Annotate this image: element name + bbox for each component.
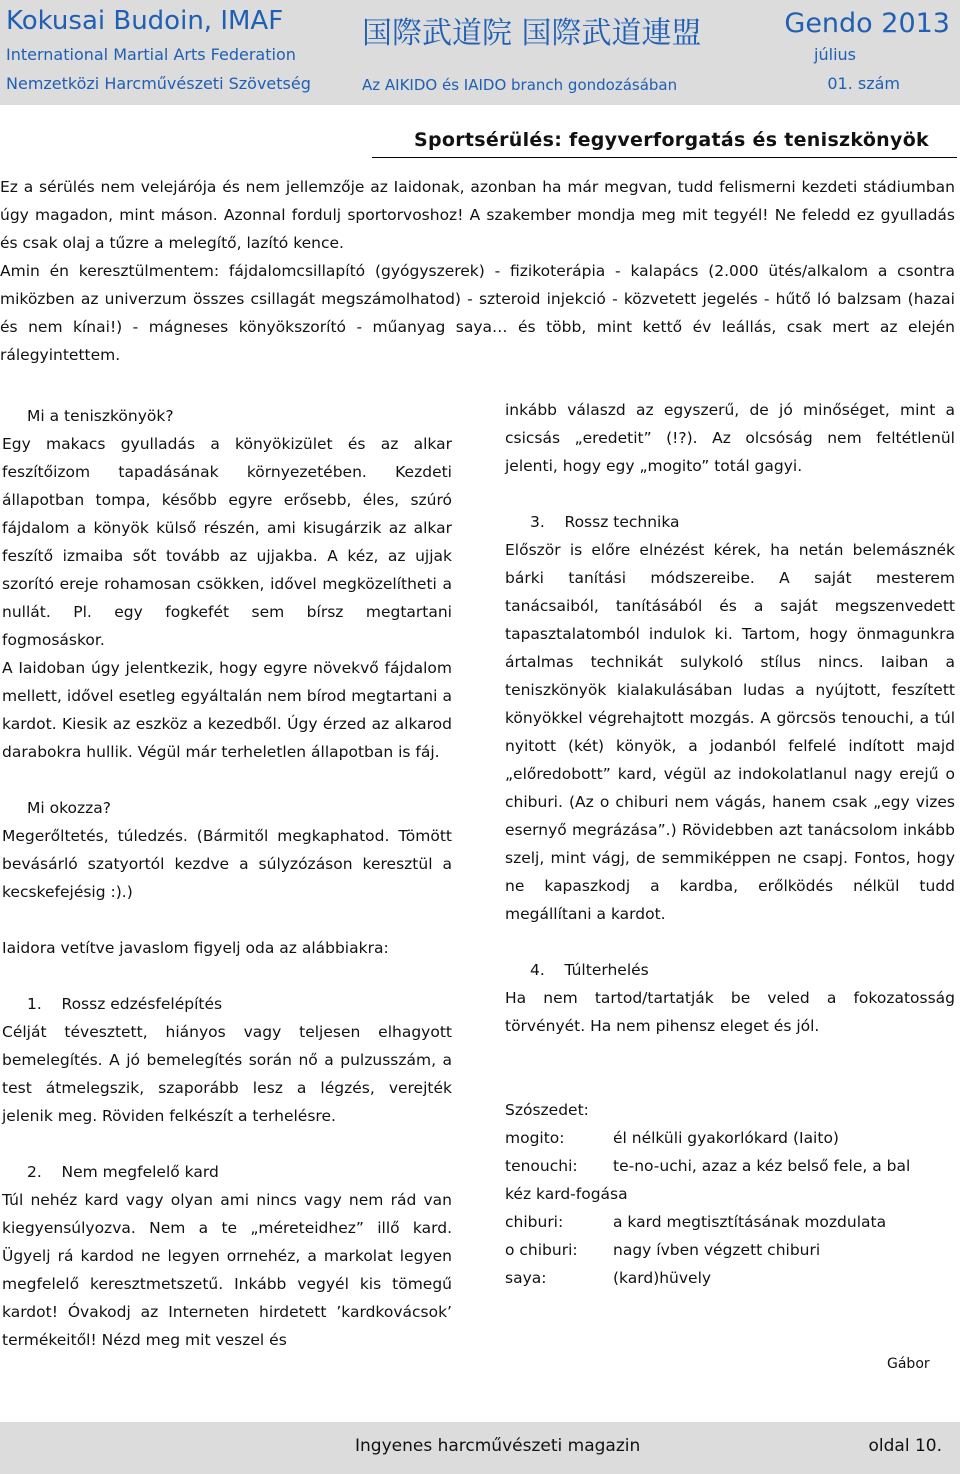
left-column	[2, 402, 452, 1354]
glossary-term: tenouchi:	[505, 1157, 578, 1175]
paragraph: Iaidora vetítve javaslom figyelj oda az alábbiakra:	[2, 939, 389, 957]
glossary-item	[505, 1264, 955, 1292]
glossary-term: o chiburi:	[505, 1241, 578, 1259]
paragraph: A Iaidoban úgy jelentkezik, hogy egyre növekvő fájdalom mellett, idővel esetleg egyáltalán nem bírod megtartani a kardot. Kiesik az eszköz a kezedből. Úgy érzed az alkarod darabokra hullik. Végül már terheletlen állapotban is fáj.	[2, 659, 452, 761]
glossary-definition: él nélküli gyakorlókard (Iaito)	[613, 1129, 839, 1147]
paragraph: Megerőltetés, túledzés. (Bármitől megkaphatod. Tömött bevásárló szatyortól kezdve a súlyzózáson keresztül a kecskefejésig :).)	[2, 827, 452, 901]
magazine-name: Ingyenes harcművészeti magazin	[355, 1436, 641, 1456]
paragraph: Először is előre elnézést kérek, ha netán belemásznék bárki tanítási módszereibe. A saját mesterem tanácsaiból, tanításából és a saját megszenvedett tapasztalatomból indulok ki. Tartom, hogy önmagunkra ártalmas technikát sulykoló stílus nincs. Iaiban a teniszkönyök kialakulásában ludas a nyújtott, feszített könyökkel végrehajtott mozgás. A görcsös tenouchi, a túl nyitott (két) könyök, a jodanból felfelé indított majd „előredobott” kard, végül az indokolatlanul nagy erejű o chiburi. (Az o chiburi nem vágás, hanem csak „egy vizes esernyő megrázása”.) Rövidebben azt tanácsolom inkább szelj, mint vágj, de semmiképpen ne csapj. Fontos, hogy ne kapaszkodj a kardba, erőlködés nélkül tudd megállítani a kardot.	[505, 541, 955, 923]
glossary-definition: nagy ívben végzett chiburi	[613, 1241, 821, 1259]
glossary-definition: te-no-uchi, azaz a kéz belső fele, a bal	[613, 1157, 911, 1175]
intro-paragraph-1: Ez a sérülés nem velejárója és nem jellemzője az Iaidonak, azonban ha már megvan, tudd felismerni kezdeti stádiumban úgy magadon, mint máson. Azonnal fordulj sportorvoshoz! A szakember mondja meg mit tegyél! Ne feledd ez gyulladás és csak olaj a tűzre a melegítő, lazító kence.	[0, 178, 955, 252]
org-name-english: International Martial Arts Federation	[6, 45, 296, 64]
section-heading-4: 4. Túlterhelés	[530, 961, 649, 979]
glossary-item	[505, 1236, 955, 1264]
paragraph: inkább válaszd az egyszerű, de jó minőséget, mint a csicsás „eredetit” (!?). Az olcsóság nem feltétlenül jelenti, hogy egy „mogito” totál gagyi.	[505, 401, 955, 475]
glossary-term: mogito:	[505, 1129, 565, 1147]
glossary-title: Szószedet:	[505, 1101, 589, 1119]
page-number: oldal 10.	[868, 1436, 942, 1456]
gendo-year: Gendo 2013	[784, 8, 950, 39]
glossary-item	[505, 1180, 955, 1208]
author-signature: Gábor	[887, 1356, 930, 1372]
article-title-box	[372, 124, 957, 158]
org-name: Kokusai Budoin, IMAF	[6, 6, 284, 36]
question-heading-1: Mi a teniszkönyök?	[27, 407, 174, 425]
glossary-definition: a kard megtisztításának mozdulata	[613, 1213, 887, 1231]
japanese-title: 国際武道院 国際武道連盟	[362, 16, 702, 51]
section-heading-1: 1. Rossz edzésfelépítés	[27, 995, 223, 1013]
question-heading-2: Mi okozza?	[27, 799, 111, 817]
section-heading-3: 3. Rossz technika	[530, 513, 680, 531]
org-name-hungarian: Nemzetközi Harcművészeti Szövetség	[6, 74, 311, 93]
page-footer	[0, 1422, 960, 1474]
intro-paragraph-2: Amin én keresztülmentem: fájdalomcsillapító (gyógyszerek) - fizikoterápia - kalapács (2.000 ütés/alkalom a csontra miközben az univerzum összes csillagát megszámolhatod) - szteroid injekció - közvetett jegelés - hűtő ló balzsam (hazai és nem kínai!) - mágneses könyökszorító - műanyag saya… és több, mint kettő év leállás, csak mert az elején rálegyintettem.	[0, 262, 955, 364]
glossary-term: chiburi:	[505, 1213, 564, 1231]
glossary-item	[505, 1152, 955, 1180]
page-header	[0, 0, 960, 105]
article-title: Sportsérülés: fegyverforgatás és teniszkönyök	[414, 129, 929, 151]
glossary-item	[505, 1124, 955, 1152]
paragraph: Túl nehéz kard vagy olyan ami nincs vagy nem rád van kiegyensúlyozva. Nem a te „méreteidhez” illő kard. Ügyelj rá kardod ne legyen orrnehéz, a markolat legyen megfelelő keresztmetszetű. Inkább vegyél kis tömegű kardot! Óvakodj az Interneten hirdetett ’kardkovácsok’ termékeitől! Nézd meg mit veszel és	[2, 1191, 452, 1349]
glossary-definition: (kard)hüvely	[613, 1269, 712, 1287]
issue-month: július	[814, 45, 856, 64]
paragraph: Célját tévesztett, hiányos vagy teljesen elhagyott bemelegítés. A jó bemelegítés során nő a pulzusszám, a test átmelegszik, szaporább lesz a légzés, verejték jelenik meg. Röviden felkészít a terhelésre.	[2, 1023, 452, 1125]
glossary-item	[505, 1208, 955, 1236]
glossary-term: saya:	[505, 1269, 547, 1287]
issue-number: 01. szám	[827, 74, 900, 93]
paragraph: Ha nem tartod/tartatják be veled a fokozatosság törvényét. Ha nem pihensz eleget és jól.	[505, 989, 955, 1035]
paragraph: Egy makacs gyulladás a könyökizület és az alkar feszítőizom tapadásának környezetében. Kezdeti állapotban tompa, később egyre erősebb, éles, szúró fájdalom a könyök külső részén, ami kisugárzik az alkar feszítő izmaiba sőt tovább az ujjakba. A kéz, az ujjak szorító ereje rohamosan csökken, idővel megközelítheti a nullát. Pl. egy fogkefét sem bírsz megtartani fogmosáskor.	[2, 435, 452, 649]
section-heading-2: 2. Nem megfelelő kard	[27, 1163, 219, 1181]
branch-note: Az AIKIDO és IAIDO branch gondozásában	[362, 76, 678, 94]
article-intro	[0, 173, 955, 369]
glossary-definition: kéz kard-fogása	[505, 1185, 628, 1203]
right-column	[505, 396, 955, 1292]
